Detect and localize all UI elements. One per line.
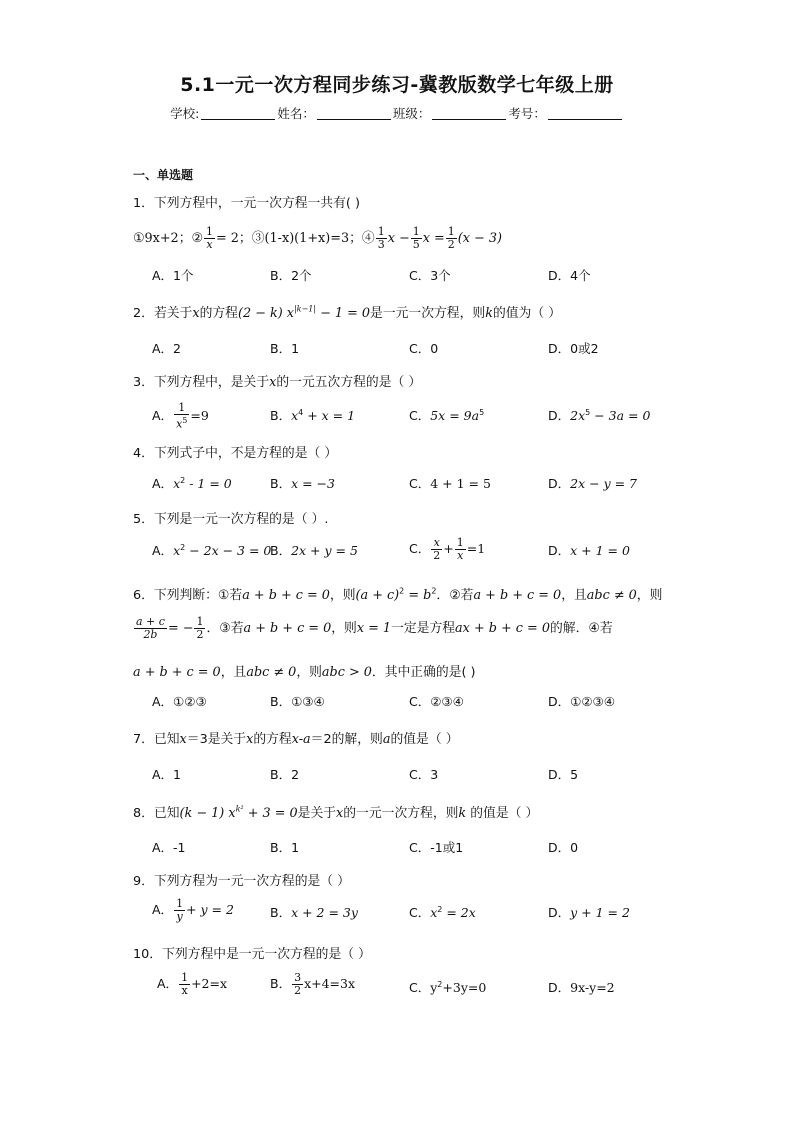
option-d[interactable]: D．x + 1 = 0: [548, 543, 630, 558]
option-b[interactable]: B．①③④: [270, 694, 325, 709]
question-9-stem: 9．下列方程为一元一次方程的是（ ）: [133, 874, 350, 889]
option-b[interactable]: B．$x^4 + x = 1$: [270, 407, 356, 423]
option-b[interactable]: B．2个: [270, 268, 312, 283]
option-d[interactable]: D．2x − y = 7: [548, 476, 637, 491]
option-c[interactable]: C．3个: [409, 268, 451, 283]
option-d[interactable]: D．$2x^5 - 3a = 0$: [548, 407, 651, 423]
fraction: $\frac{1}{x}$: [205, 225, 213, 251]
option-b[interactable]: B．2: [270, 767, 300, 782]
option-c[interactable]: C．4 + 1 = 5: [409, 476, 491, 491]
option-d[interactable]: D．4个: [548, 268, 591, 283]
option-a[interactable]: A．①②③: [152, 694, 207, 709]
question-5-stem: 5．下列是一元一次方程的是（ ）.: [133, 512, 329, 527]
section-heading: 一、单选题: [133, 168, 194, 182]
question-6-line-3: a + b + c = 0，且abc ≠ 0，则abc > 0．其中正确的是( ): [133, 665, 476, 680]
fraction: $\frac{1}{2}$: [447, 225, 455, 251]
class-label: 班级：: [392, 106, 431, 121]
question-6-line-2: $\frac{a + c}{2b}$ = − $\frac{1}{2}$ ．③若a + b + c = 0，则x = 1一定是方程ax + b + c = 0的解．④若: [136, 615, 613, 641]
name-label: 姓名：: [277, 106, 315, 121]
class-blank[interactable]: [432, 107, 506, 120]
question-1-stem: 1．下列方程中，一元一次方程一共有( ): [133, 196, 360, 211]
option-a[interactable]: A．$x^2 - 1 = 0$: [152, 475, 232, 491]
question-7-stem: 7．已知x＝3是关于x的方程x-a＝2的解，则a的值是（ ）: [133, 732, 459, 747]
option-a[interactable]: A．2: [152, 341, 182, 356]
option-c[interactable]: C．0: [409, 341, 439, 356]
option-b[interactable]: B．x = −3: [270, 476, 335, 491]
option-a[interactable]: A． $\frac{1}{x}$ +2=x: [157, 971, 228, 997]
option-d[interactable]: D．0或2: [548, 341, 599, 356]
question-8-stem: 8．已知(k − 1) $x^{k^2} + 3 = 0$是关于x的一元一次方程，则k 的值是（ ）: [133, 804, 539, 821]
exam-no-label: 考号：: [508, 106, 546, 121]
option-c[interactable]: C．$y^2+3y=0$: [409, 979, 487, 995]
question-6-line-1: 6．下列判断：①若a + b + c = 0，则$(a + c)^2 = b^2$．②若a + b + c = 0，且abc ≠ 0，则: [133, 586, 663, 603]
school-label: 学校:: [170, 106, 200, 121]
option-a[interactable]: A．1: [152, 767, 182, 782]
option-c[interactable]: C．$x^2 = 2x$: [409, 904, 476, 920]
option-d[interactable]: D．①②③④: [548, 694, 615, 709]
question-4-stem: 4．下列式子中，不是方程的是（ ）: [133, 446, 338, 461]
option-b[interactable]: B．1: [270, 341, 300, 356]
option-b[interactable]: B．x + 2 = 3y: [270, 905, 358, 920]
option-a[interactable]: A．-1: [152, 840, 186, 855]
fraction: $\frac{1}{5}$: [412, 225, 420, 251]
option-d[interactable]: D．9x-y=2: [548, 980, 615, 995]
school-blank[interactable]: [201, 107, 275, 120]
question-3-stem: 3．下列方程中，是关于x的一元五次方程的是（ ）: [133, 375, 422, 390]
option-d[interactable]: D．5: [548, 767, 579, 782]
option-a[interactable]: A．$x^2 - 2x - 3 = 0$: [152, 542, 272, 558]
option-b[interactable]: B．2x + y = 5: [270, 543, 358, 558]
question-10-stem: 10．下列方程中是一元一次方程的是（ ）: [133, 947, 371, 962]
question-1-items: ①9x+2；② $\frac{1}{x}$ = 2；③(1-x)(1+x)=3；④ $\frac{1}{3}$ x − $\frac{1}{5}$ x = $\frac{1}{2}$ (x − 3): [133, 225, 502, 251]
option-d[interactable]: D．y + 1 = 2: [548, 905, 630, 920]
name-blank[interactable]: [317, 107, 391, 120]
option-a[interactable]: A． $\frac{1}{y}$ + y = 2: [152, 897, 234, 923]
option-d[interactable]: D．0: [548, 840, 579, 855]
option-c[interactable]: C． $\frac{x}{2}$ + $\frac{1}{x}$ =1: [409, 536, 486, 562]
fraction: $\frac{1}{3}$: [377, 225, 385, 251]
option-a[interactable]: A． $\frac{1}{x^5}$ =9: [152, 401, 209, 431]
option-c[interactable]: C．$5x = 9a^5$: [409, 407, 485, 423]
page-title: 5.1一元一次方程同步练习-冀教版数学七年级上册: [180, 74, 614, 96]
option-b[interactable]: B．1: [270, 840, 300, 855]
option-c[interactable]: C．-1或1: [409, 840, 464, 855]
question-2-stem: 2．若关于x的方程(2 − k) $x^{|k-1|} - 1 = 0$是一元一次方程，则k的值为（ ）: [133, 304, 562, 321]
student-info-line: [0, 104, 794, 122]
option-c[interactable]: C．3: [409, 767, 439, 782]
option-c[interactable]: C．②③④: [409, 694, 464, 709]
option-b[interactable]: B． $\frac{3}{2}$ x+4=3x: [270, 971, 356, 997]
exam-no-blank[interactable]: [548, 107, 622, 120]
option-a[interactable]: A．1个: [152, 268, 194, 283]
